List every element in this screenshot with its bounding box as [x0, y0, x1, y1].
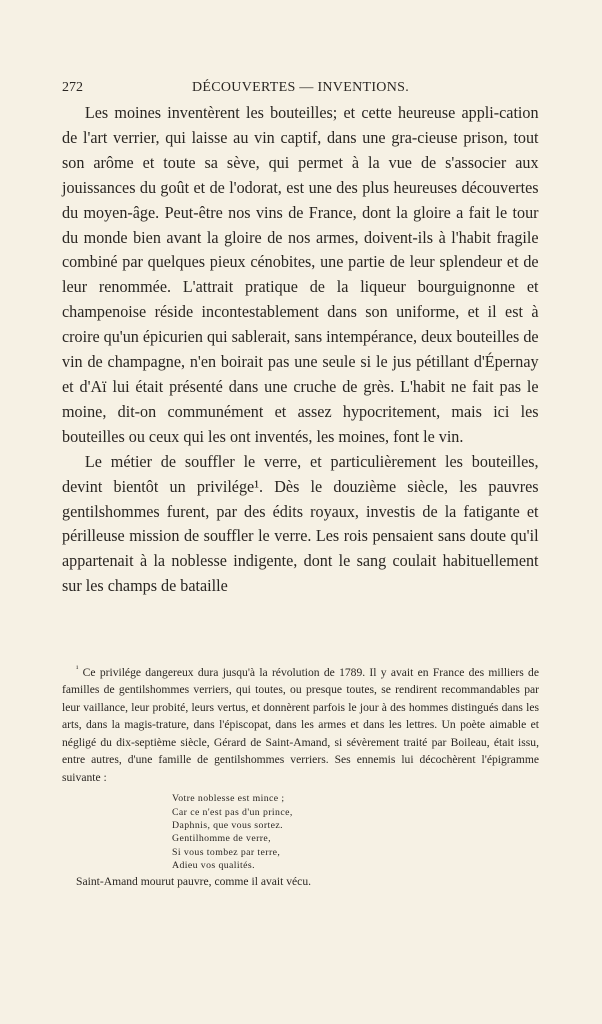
verse-line: Si vous tombez par terre, — [172, 846, 281, 858]
footnote-paragraph — [62, 664, 539, 786]
main-text — [62, 101, 539, 599]
body-paragraph-2: Le métier de souffler le verre, et particulièrement les bouteilles, devint bientôt un privilége¹. Dès le douzième siècle, les pauvres gentilshommes furent, par des édits royaux, investis de la fatigante et périlleuse mission de souffler le verre. Les rois pensaient sans doute qu'il appartenait à la noblesse indigente, dont le sang coulait habituellement sur les champs de bataille — [62, 451, 539, 596]
body-paragraph-1: Les moines inventèrent les bouteilles; et cette heureuse appli-cation de l'art verrier, qui laisse au vin captif, dans une gra-cieuse prison, tout son arôme et toute sa sève, qui permet à la vue de s'associer aux jouissances du goût et de l'odorat, est une des plus heureuses découvertes du moyen-âge. Peut-être nos vins de France, dont la gloire a fait le tour du monde bien avant la gloire de nos armes, doivent-ils à l'habit fragile combiné par quelques pieux cénobites, une partie de leur splendeur et de leur renommée. L'attrait pratique de la liqueur bourguignonne et champenoise réside incontestablement dans son uniforme, et il est à croire qu'un épicurien qui sablerait, sans intempérance, deux bouteilles de vin de champagne, n'en boirait pas une seule si le jus pétillant d'Épernay et d'Aï lui était présenté dans une cruche de grès. L'habit ne fait pas le moine, dit-on communément et assez hypocritement, mais ici les bouteilles ou ceux qui les ont inventés, les moines, font le vin. — [62, 103, 539, 446]
verse-line: Votre noblesse est mince ; — [172, 793, 285, 805]
epigram-verse — [62, 792, 539, 872]
running-head — [62, 78, 539, 98]
running-title: DÉCOUVERTES — INVENTIONS. — [191, 80, 410, 95]
verse-line: Gentilhomme de verre, — [172, 833, 271, 845]
verse-line: Adieu vos qualités. — [172, 860, 255, 872]
page-number: 272 — [62, 80, 83, 95]
verse-line: Car ce n'est pas d'un prince, — [172, 806, 293, 818]
footnote-text: Ce privilége dangereux dura jusqu'à la révolution de 1789. Il y avait en France des milliers de familles de gentilshommes verriers, qui toutes, ou presque toutes, se rendirent recommandables par leur vaillance, leur probité, leurs vertus, et donnèrent parfois le jour à des hommes distingués dans les arts, dans la magis-trature, dans l'épiscopat, dans les armes et dans les lettres. Un poète aimable et négligé du dix-septième siècle, Gérard de Saint-Amand, si sévèrement traité par Boileau, était issu, entre autres, d'une famille de gentilshommes verriers. Ses ennemis lui décochèrent l'épigramme suivante : — [62, 666, 539, 784]
footnote-block — [62, 664, 539, 890]
verse-line: Daphnis, que vous sortez. — [172, 819, 283, 831]
footnote-closing: Saint-Amand mourut pauvre, comme il avait vécu. — [76, 874, 312, 888]
footnote-marker: ¹ — [76, 664, 79, 674]
